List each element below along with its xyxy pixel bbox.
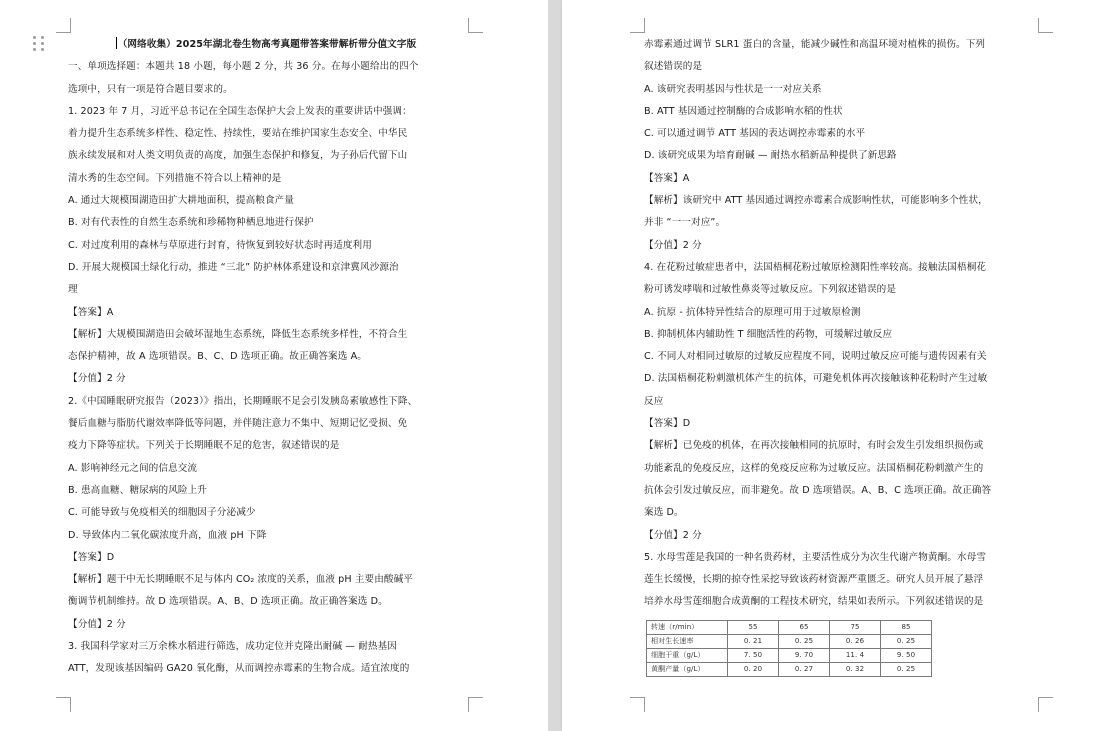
text-line: A. 通过大规模围湖造田扩大耕地面积，提高粮食产量 xyxy=(68,195,295,207)
text-line: 案选 D。 xyxy=(644,507,684,519)
text-line: 5. 水母雪莲是我国的一种名贵药材，主要活性成分为次生代谢产物黄酮。水母雪 xyxy=(644,551,987,563)
text-line: 族永续发展和对人类文明负责的高度，加强生态保护和修复，为子孙后代留下山 xyxy=(68,150,408,162)
text-line: 【答案】A xyxy=(68,306,114,318)
table-cell: 细胞干重（g/L） xyxy=(647,648,728,662)
results-table xyxy=(646,620,932,677)
table-cell: 0. 25 xyxy=(779,634,830,648)
text-line: 3. 我国科学家对三万余株水稻进行筛选，成功定位并克隆出耐碱 — 耐热基因 xyxy=(68,641,398,653)
table-cell: 9. 70 xyxy=(779,648,830,662)
text-line: C. 可能导致与免疫相关的细胞因子分泌减少 xyxy=(68,507,256,519)
text-cursor xyxy=(116,37,117,49)
text-line: 餐后血糖与脂肪代谢效率降低等问题，并伴随注意力不集中、短期记忆受损、免 xyxy=(68,418,408,430)
text-line: 【解析】大规模围湖造田会破坏湿地生态系统，降低生态系统多样性，不符合生 xyxy=(68,328,408,340)
text-line: A. 抗原 - 抗体特异性结合的原理可用于过敏原检测 xyxy=(644,306,861,318)
page-corner-mark xyxy=(56,18,71,33)
text-line: 【答案】A xyxy=(644,172,690,184)
paragraph-drag-handle-icon[interactable] xyxy=(33,36,45,52)
text-line: 赤霉素通过调节 SLR1 蛋白的含量，能减少碱性和高温环境对植株的损伤。下列 xyxy=(644,39,986,50)
text-line: B. 抑制机体内辅助性 T 细胞活性的药物，可缓解过敏反应 xyxy=(644,328,893,340)
table-cell: 0. 32 xyxy=(830,662,881,676)
table-cell: 11. 4 xyxy=(830,648,881,662)
table-header-cell: 85 xyxy=(881,620,932,634)
text-line: 2.《中国睡眠研究报告（2023）》指出，长期睡眠不足会引发胰岛素敏感性下降、 xyxy=(68,395,418,407)
document-page-left xyxy=(0,0,548,731)
page-corner-mark xyxy=(468,18,483,33)
text-line: 态保护精神，故 A 选项错误。B、C、D 选项正确。故正确答案选 A。 xyxy=(68,351,367,363)
table-cell: 0. 25 xyxy=(881,634,932,648)
table-cell: 0. 21 xyxy=(728,634,779,648)
text-line: 一、单项选择题：本题共 18 小题，每小题 2 分，共 36 分。在每小题给出的四个 xyxy=(68,61,419,73)
table-row xyxy=(647,648,932,662)
text-line: 【答案】D xyxy=(68,551,115,563)
table-cell: 7. 50 xyxy=(728,648,779,662)
table-header-cell: 75 xyxy=(830,620,881,634)
text-line: 【分值】2 分 xyxy=(644,239,702,251)
text-line: 并非 “一一对应”。 xyxy=(644,217,726,229)
text-line: C. 可以通过调节 ATT 基因的表达调控赤霉素的水平 xyxy=(644,128,866,140)
text-line: A. 该研究表明基因与性状是一一对应关系 xyxy=(644,83,822,95)
table-cell: 黄酮产量（g/L） xyxy=(647,662,728,676)
text-line: B. 对有代表性的自然生态系统和珍稀物种栖息地进行保护 xyxy=(68,217,314,229)
text-line: 培养水母雪莲细胞合成黄酮的工程技术研究，结果如表所示。下列叙述错误的是 xyxy=(644,596,984,608)
text-line: 粉可诱发哮喘和过敏性鼻炎等过敏反应。下列叙述错误的是 xyxy=(644,284,897,296)
table-cell: 9. 50 xyxy=(881,648,932,662)
table-cell: 相对生长速率 xyxy=(647,634,728,648)
text-line: 【分值】2 分 xyxy=(68,373,126,385)
text-line: 【解析】该研究中 ATT 基因通过调控赤霉素合成影响性状，可能影响多个性状， xyxy=(644,195,988,207)
text-line: 功能紊乱的免疫反应，这样的免疫反应称为过敏反应。法国梧桐花粉刺激产生的 xyxy=(644,462,984,474)
text-line: 抗体会引发过敏反应，而非避免。故 D 选项错误。A、B、C 选项正确。故正确答 xyxy=(644,484,992,496)
text-line: 反应 xyxy=(644,395,664,407)
table-cell: 0. 20 xyxy=(728,662,779,676)
table-row xyxy=(647,634,932,648)
page-corner-mark xyxy=(468,697,483,712)
text-line: 【分值】2 分 xyxy=(644,529,702,541)
text-line: 衡调节机制维持。故 D 选项错误。A、B、D 选项正确。故正确答案选 D。 xyxy=(68,596,388,608)
text-line: 选项中，只有一项是符合题目要求的。 xyxy=(68,83,233,95)
text-line: ATT，发现该基因编码 GA20 氧化酶，从而调控赤霉素的生物合成。适宜浓度的 xyxy=(68,663,410,675)
table-header-cell: 65 xyxy=(779,620,830,634)
text-line: 【解析】已免疫的机体，在再次接触相同的抗原时，有时会发生引发组织损伤或 xyxy=(644,440,984,452)
text-line: C. 不同人对相同过敏原的过敏反应程度不同，说明过敏反应可能与遗传因素有关 xyxy=(644,351,987,363)
page-corner-mark xyxy=(630,697,645,712)
text-line: 着力提升生态系统多样性、稳定性、持续性，要站在维护国家生态安全、中华民 xyxy=(68,128,408,140)
text-line: D. 导致体内二氧化碳浓度升高，血液 pH 下降 xyxy=(68,529,267,541)
table-header-row xyxy=(647,620,932,634)
table-header-cell: 转速（r/min） xyxy=(647,620,728,634)
text-line: 莲生长缓慢，长期的掠夺性采挖导致该药材资源严重匮乏。研究人员开展了悬浮 xyxy=(644,574,984,586)
page-corner-mark xyxy=(1038,18,1053,33)
text-line: 疫力下降等症状。下列关于长期睡眠不足的危害，叙述错误的是 xyxy=(68,440,340,452)
text-line: 【分值】2 分 xyxy=(68,618,126,630)
table-row xyxy=(647,662,932,676)
text-line: 【解析】题干中无长期睡眠不足与体内 CO₂ 浓度的关系，血液 pH 主要由酸碱平 xyxy=(68,574,414,586)
document-title: （网络收集）2025年湖北卷生物高考真题带答案带解析带分值文字版 xyxy=(117,39,417,50)
text-line: D. 开展大规模国土绿化行动，推进 “三北” 防护林体系建设和京津冀风沙源治 xyxy=(68,261,399,273)
text-line: B. ATT 基因通过控制酶的合成影响水稻的性状 xyxy=(644,105,843,117)
text-line: 清水秀的生态空间。下列措施不符合以上精神的是 xyxy=(68,172,282,184)
page-corner-mark xyxy=(56,697,71,712)
text-line: D. 法国梧桐花粉刺激机体产生的抗体，可避免机体再次接触该种花粉时产生过敏 xyxy=(644,373,988,385)
text-line: 叙述错误的是 xyxy=(644,61,703,73)
page-text-left[interactable] xyxy=(68,34,464,681)
document-page-right xyxy=(562,0,1098,731)
text-line: 4. 在花粉过敏症患者中，法国梧桐花粉过敏原检测阳性率较高。接触法国梧桐花 xyxy=(644,261,987,273)
page-corner-mark xyxy=(1038,697,1053,712)
page-text-right[interactable] xyxy=(644,34,1042,677)
table-header-cell: 55 xyxy=(728,620,779,634)
page-corner-mark xyxy=(630,18,645,33)
text-line: B. 患高血糖、糖尿病的风险上升 xyxy=(68,484,207,496)
text-line: 【答案】D xyxy=(644,418,691,430)
table-cell: 0. 27 xyxy=(779,662,830,676)
text-line: 1. 2023 年 7 月，习近平总书记在全国生态保护大会上发表的重要讲话中强调： xyxy=(68,105,412,117)
text-line: C. 对过度利用的森林与草原进行封育，待恢复到较好状态时再适度利用 xyxy=(68,239,372,251)
page-gap xyxy=(548,0,562,731)
table-cell: 0. 25 xyxy=(881,662,932,676)
text-line: A. 影响神经元之间的信息交流 xyxy=(68,462,198,474)
text-line: 理 xyxy=(68,284,78,296)
text-line: D. 该研究成果为培育耐碱 — 耐热水稻新品种提供了新思路 xyxy=(644,150,897,162)
table-cell: 0. 26 xyxy=(830,634,881,648)
